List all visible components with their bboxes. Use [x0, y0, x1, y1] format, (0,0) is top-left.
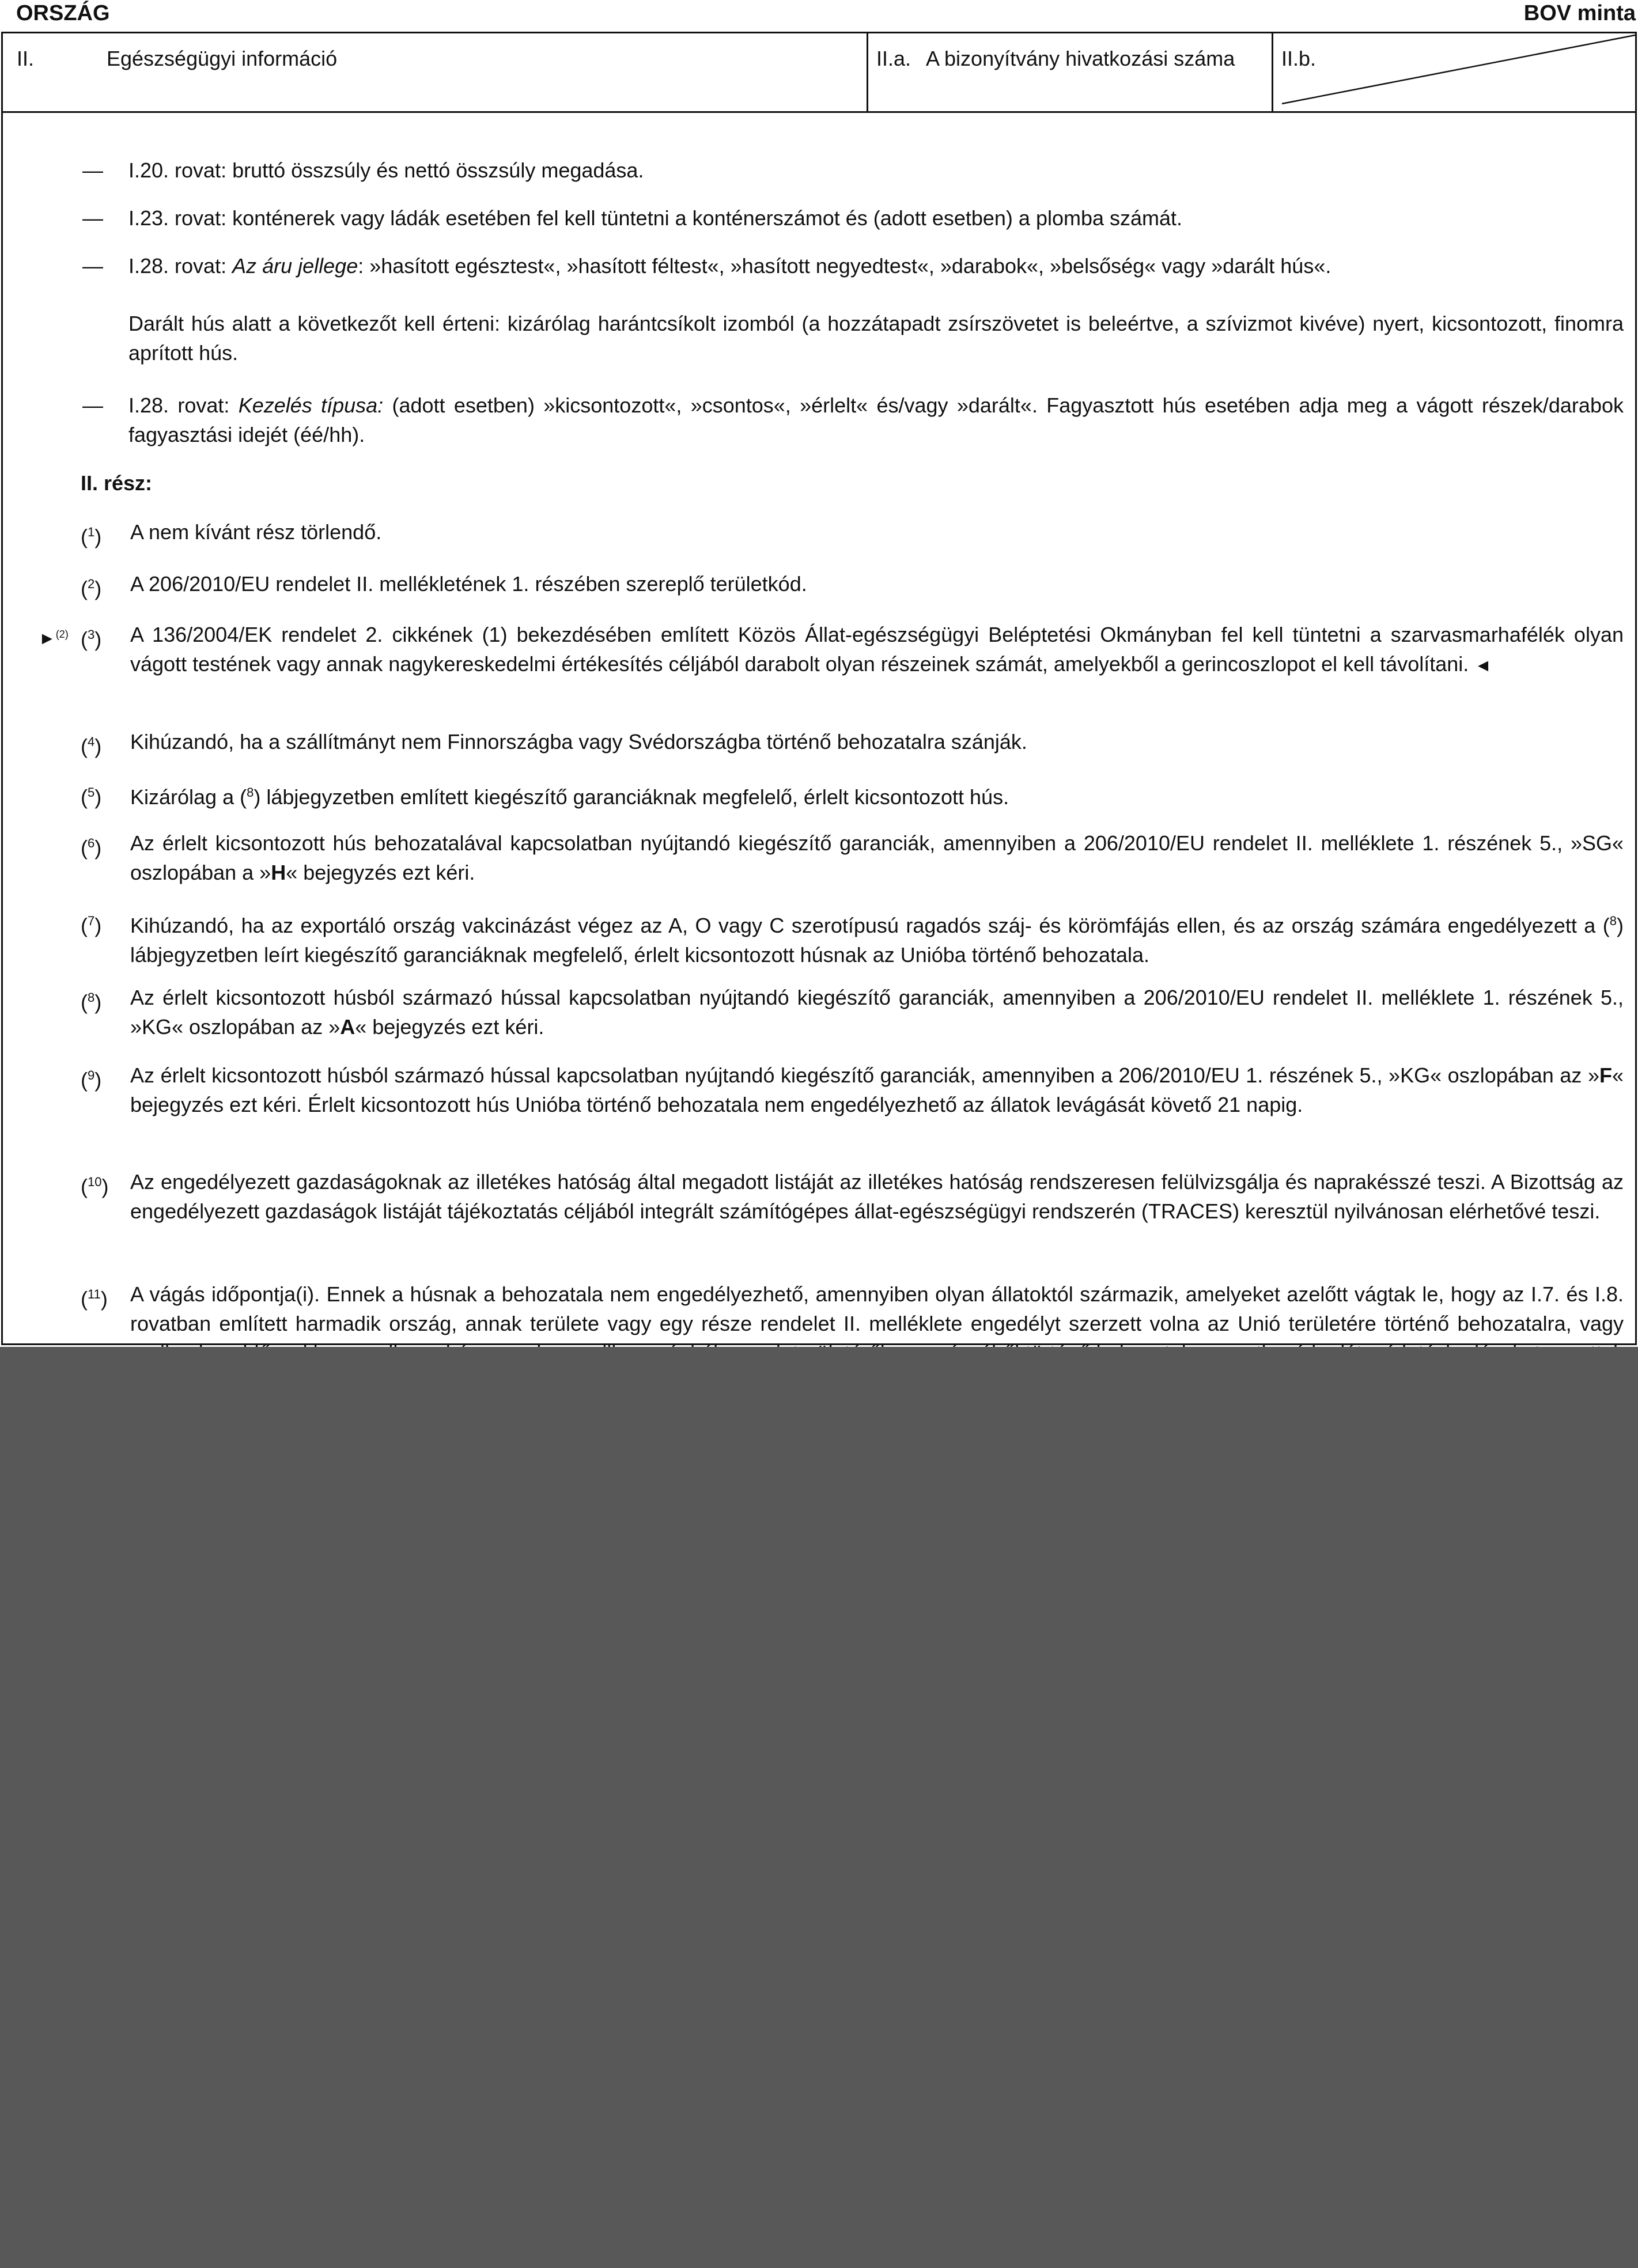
- footnote-text: [130, 1061, 1624, 1119]
- text-run: : »hasított egésztest«, »hasított féltest«, »hasított negyedtest«, »darabok«, »belsőség« vagy »darált hús«.: [358, 254, 1331, 278]
- header-cell-iib: [1273, 33, 1637, 111]
- text-run: A 136/2004/EK rendelet 2. cikkének (1) bekezdésében említett Közös Állat-egészségügyi Beléptetési Okmányban fel kell tüntetni a szarvasmarhafélék olyan vágott testének vagy annak nagykereskedelmi értékesítés céljából darabolt olyan részeinek számát, amelyekből a gerincoszlopot el kell távolítani.: [130, 623, 1624, 676]
- text-run: Az érlelt kicsontozott hús behozatalával kapcsolatban nyújtandó kiegészítő garanciák, amennyiben a 206/2010/EU rendelet II. melléklete 1. részének 5., »SG« oszlopában a »: [130, 831, 1624, 884]
- footnote-text: A nem kívánt rész törlendő.: [130, 520, 382, 544]
- dash-bullet: —: [82, 206, 103, 230]
- iib-number: II.b.: [1281, 47, 1317, 70]
- bold-code: F: [1599, 1063, 1612, 1087]
- table-header: [3, 33, 1635, 113]
- footnote-number: ($^6$): [81, 836, 102, 860]
- text-run: Kizárólag a: [130, 785, 240, 809]
- footnote-text: Kihúzandó, ha a szállítmányt nem Finnországba vagy Svédországba történő behozatalra szánják.: [130, 730, 1027, 754]
- diagonal-strike-line: [1273, 33, 1637, 111]
- footnote-number: ($^{10}$): [81, 1175, 109, 1198]
- footnote-text: [130, 828, 1624, 887]
- amendment-end-marker: ◄: [1474, 656, 1492, 675]
- footnote-text: A vágás időpontja(i). Ennek a húsnak a behozatala nem engedélyezhető, amennyiben olyan állatoktól származik, amelyeket azelőtt vágtak le, hogy az I.7. és I.8. rovatban említett harmadik ország, annak területe vagy egy része rendelet II. melléklete engedélyt szerzett volna az Unió területére történő behozatalra, vagy: [130, 1282, 1624, 1335]
- certificate-box: [1, 32, 1637, 1345]
- footnote-text: [130, 983, 1624, 1042]
- footnote-number: ($^5$): [81, 785, 102, 809]
- text-run: I.28. rovat:: [128, 393, 239, 417]
- dash-item-paragraph: [128, 251, 1624, 281]
- header-cell-health-info: [3, 33, 868, 111]
- reference-number: II.a.: [876, 47, 911, 70]
- text-run: « bejegyzés ezt kéri. Érlelt kicsontozott hús Unióba történő behozatala nem engedélyezhető az állatok levágását követő 21 napig.: [130, 1063, 1624, 1116]
- text-run: Az érlelt kicsontozott húsból származó hússal kapcsolatban nyújtandó kiegészítő garanciák, amennyiben a 206/2010/EU 1. részének 5., »KG« oszlopában az »: [130, 1063, 1599, 1087]
- text-run: « bejegyzés ezt kéri.: [286, 861, 475, 884]
- footnote-number: ($^4$): [81, 734, 102, 758]
- unrendered-area: [0, 1347, 1638, 2268]
- footnote-text: A 206/2010/EU rendelet II. mellékletének 1. részében szereplő területkód.: [130, 572, 807, 596]
- footnote-number: ($^7$): [81, 914, 102, 937]
- footnote-text: [130, 906, 1624, 970]
- reference-label: A bizonyítvány hivatkozási száma: [926, 47, 1235, 70]
- text-run: (adott esetben) »kicsontozott«, »csontos«, »érlelt« és/vagy »darált«. Fagyasztott hús esetében adja meg a vágott részek/darabok fagyasztási idejét (éé/hh).: [128, 393, 1624, 446]
- part-heading: II. rész:: [81, 471, 153, 495]
- text-run: lábjegyzetben leírt kiegészítő garanciáknak megfelelő, érlelt kicsontozott húsnak az Unióba történő behozatala.: [130, 943, 1150, 967]
- footnote-number: ($^3$): [81, 627, 102, 651]
- footnote-number: ($^{11}$): [81, 1287, 108, 1311]
- footnote-text: Az engedélyezett gazdaságoknak az illetékes hatóság által megadott listáját az illetékes hatóság rendszeresen felülvizsgálja és naprakésszé teszi. A Bizottság az engedélyezett gazdaságok listáját tájékoztatás céljából integrált számítógépes állat-egészségügyi rendszerén (TRACES) keresztül nyilvánosan elérhetővé teszi.: [130, 1170, 1624, 1223]
- dash-item-paragraph: I.20. rovat: bruttó összsúly és nettó összsúly megadása.: [128, 158, 644, 182]
- page-header: [0, 0, 1638, 32]
- country-label: ORSZÁG: [16, 1, 110, 25]
- section-number: II.: [17, 47, 35, 70]
- footnote-number: ($^8$): [81, 990, 102, 1014]
- amendment-start-marker: ►$^{(2)}$: [39, 628, 69, 648]
- dash-bullet: —: [82, 254, 103, 278]
- footnote-reference: ($^8$): [240, 785, 261, 809]
- dash-item-paragraph: [128, 391, 1624, 449]
- text-run: lábjegyzetben említett kiegészítő garanciáknak megfelelő, érlelt kicsontozott hús.: [260, 785, 1009, 809]
- definition-paragraph: Darált hús alatt a következőt kell érteni: kizárólag harántcsíkolt izomból (a hozzátapadt zsírszövetet is beleértve, a szívizmot kivéve) nyert, kicsontozott, finomra aprított hús.: [128, 312, 1624, 365]
- text-run: I.28. rovat:: [128, 254, 233, 278]
- bold-code: A: [340, 1015, 355, 1039]
- dash-bullet: —: [82, 393, 103, 417]
- italic-term: Az áru jellege: [232, 254, 358, 278]
- footnote-text: [130, 620, 1624, 680]
- header-cell-reference: [868, 33, 1273, 111]
- text-run: Az érlelt kicsontozott húsból származó hússal kapcsolatban nyújtandó kiegészítő garanciák, amennyiben a 206/2010/EU rendelet II. melléklete 1. részének 5., »KG« oszlopában az »: [130, 986, 1624, 1039]
- footnote-number: ($^9$): [81, 1068, 102, 1092]
- italic-term: Kezelés típusa:: [238, 393, 384, 417]
- bold-code: H: [271, 861, 286, 884]
- dash-item-paragraph: I.23. rovat: konténerek vagy ládák esetében fel kell tüntetni a konténerszámot és (adott esetben) a plomba számát.: [128, 206, 1183, 230]
- model-label: BOV minta: [1523, 1, 1636, 25]
- text-run: « bejegyzés ezt kéri.: [355, 1015, 544, 1039]
- section-title: Egészségügyi információ: [107, 47, 338, 70]
- footnote-number: ($^1$): [81, 525, 102, 548]
- dash-bullet: —: [82, 158, 103, 182]
- footnote-number: ($^2$): [81, 577, 102, 600]
- footnote-reference: ($^8$): [1602, 914, 1624, 937]
- footnote-text: [130, 778, 1624, 812]
- text-run: Kihúzandó, ha az exportáló ország vakcinázást végez az A, O vagy C szerotípusú ragadós száj- és körömfájás ellen, és az ország számára engedélyezett a: [130, 914, 1603, 937]
